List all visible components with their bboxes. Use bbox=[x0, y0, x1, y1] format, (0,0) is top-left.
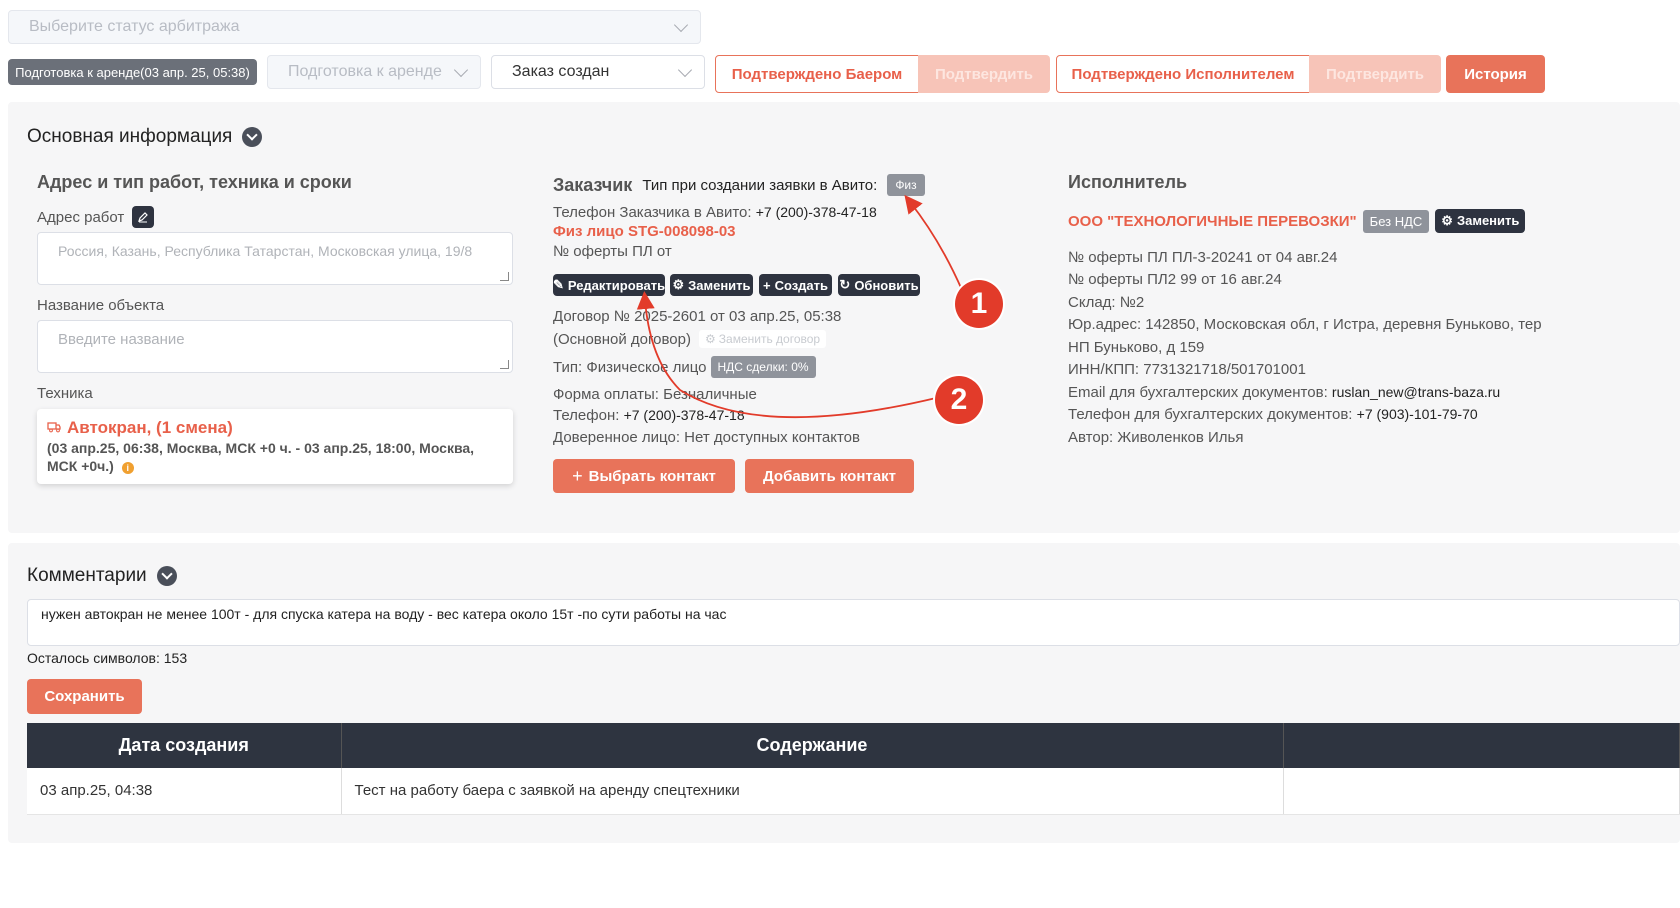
person-type: Тип: Физическое лицо bbox=[553, 358, 707, 376]
executor-legal-address-1: Юр.адрес: 142850, Московская обл, г Истра, деревня Буньково, тер bbox=[1068, 316, 1542, 333]
executor-heading: Исполнитель bbox=[1068, 172, 1188, 192]
replace-contract-label: Заменить договор bbox=[718, 332, 821, 346]
cell-content: Тест на работу баера с заявкой на аренду спецтехники bbox=[341, 768, 1283, 814]
annotation-marker-2: 2 bbox=[935, 376, 983, 424]
equipment-name: Автокран, (1 смена) bbox=[67, 418, 233, 437]
cell-date: 03 апр.25, 04:38 bbox=[27, 768, 341, 814]
gear-icon: ⚙ bbox=[705, 332, 716, 346]
replace-executor-label: Заменить bbox=[1456, 213, 1520, 228]
choose-contact-label: Выбрать контакт bbox=[588, 467, 716, 485]
annotation-marker-1: 1 bbox=[955, 280, 1003, 328]
refresh-label: Обновить bbox=[854, 277, 919, 293]
edit-label: Редактировать bbox=[567, 277, 666, 293]
create-label: Создать bbox=[774, 277, 829, 293]
executor-warehouse: Склад: №2 bbox=[1068, 294, 1145, 311]
address-label-text: Адрес работ bbox=[37, 208, 125, 226]
main-info-title-text: Основная информация bbox=[27, 126, 233, 147]
avito-phone-label: Телефон Заказчика в Авито: bbox=[553, 204, 752, 221]
executor-phone-label: Телефон для бухгалтерских документов: bbox=[1068, 406, 1353, 423]
executor-phone: +7 (903)-101-79-70 bbox=[1356, 406, 1478, 422]
executor-email-label: Email для бухгалтерских документов: bbox=[1068, 384, 1328, 401]
stage-tag: Подготовка к аренде(03 апр. 25, 05:38) bbox=[8, 59, 257, 85]
comment-input[interactable]: нужен автокран не менее 100т - для спуска катера на воду - вес катера около 15т -по сути работы на час bbox=[27, 599, 1680, 646]
executor-inn: ИНН/КПП: 7731321718/501701001 bbox=[1068, 361, 1306, 378]
avito-type-badge: Физ bbox=[887, 174, 924, 196]
no-vat-badge: Без НДС bbox=[1363, 210, 1430, 233]
executor-offer-1: № оферты ПЛ ПЛ-3-20241 от 04 авг.24 bbox=[1068, 249, 1338, 266]
equipment-label: Техника bbox=[37, 385, 93, 402]
refresh-icon: ↻ bbox=[839, 277, 851, 292]
avito-type-label: Тип при создании заявки в Авито: bbox=[642, 176, 878, 194]
avito-phone-value: +7 (200)-378-47-18 bbox=[755, 204, 877, 220]
confirm-executor-button[interactable]: Подтвердить bbox=[1309, 55, 1441, 93]
order-status-value: Заказ создан bbox=[512, 63, 610, 80]
customer-offer: № оферты ПЛ от bbox=[553, 243, 672, 260]
payment-form: Форма оплаты: Безналичные bbox=[553, 386, 757, 403]
info-icon[interactable]: i bbox=[122, 462, 134, 474]
trusted-person: Доверенное лицо: Нет доступных контактов bbox=[553, 429, 860, 446]
vat-badge: НДС сделки: 0% bbox=[711, 356, 816, 378]
executor-legal-address-2: НП Буньково, д 159 bbox=[1068, 339, 1205, 356]
stage-select-value: Подготовка к аренде bbox=[288, 63, 442, 80]
replace-label: Заменить bbox=[688, 277, 751, 293]
gear-icon: ⚙ bbox=[1441, 213, 1453, 228]
buyer-confirmed-button[interactable]: Подтверждено Баером bbox=[715, 55, 919, 93]
address-input[interactable]: Россия, Казань, Республика Татарстан, Московская улица, 19/8 bbox=[37, 232, 513, 285]
column-content: Содержание bbox=[341, 723, 1283, 768]
confirm-buyer-button[interactable]: Подтвердить bbox=[918, 55, 1050, 93]
save-comment-button[interactable]: Сохранить bbox=[27, 679, 142, 714]
executor-company[interactable]: ООО "ТЕХНОЛОГИЧНЫЕ ПЕРЕВОЗКИ" bbox=[1068, 212, 1357, 230]
add-contact-button[interactable]: Добавить контакт bbox=[745, 459, 914, 493]
remaining-chars: Осталось символов: 153 bbox=[27, 650, 188, 666]
comments-title-text: Комментарии bbox=[27, 565, 147, 586]
contract-number: Договор № 2025-2601 от 03 апр.25, 05:38 bbox=[553, 308, 842, 325]
arbitrage-status-placeholder: Выберите статус арбитража bbox=[29, 18, 240, 35]
customer-person-link[interactable]: Физ лицо STG-008098-03 bbox=[553, 223, 736, 240]
arrow-2 bbox=[645, 300, 936, 417]
executor-confirmed-button[interactable]: Подтверждено Исполнителем bbox=[1056, 55, 1310, 93]
plus-icon: + bbox=[572, 465, 583, 486]
object-name-input[interactable]: Введите название bbox=[37, 320, 513, 373]
history-button[interactable]: История bbox=[1446, 55, 1545, 93]
customer-phone-value: +7 (200)-378-47-18 bbox=[623, 407, 745, 423]
customer-phone-label: Телефон: bbox=[553, 407, 620, 424]
gear-icon: ⚙ bbox=[672, 277, 685, 292]
address-section-heading: Адрес и тип работ, техника и сроки bbox=[37, 172, 352, 192]
pencil-icon: ✎ bbox=[552, 277, 564, 292]
customer-heading: Заказчик bbox=[553, 174, 633, 195]
equipment-details-text: (03 апр.25, 06:38, Москва, МСК +0 ч. - 03 апр.25, 18:00, Москва, МСК +0ч.) bbox=[47, 440, 475, 474]
executor-email: ruslan_new@trans-baza.ru bbox=[1331, 384, 1501, 400]
contract-main: (Основной договор) bbox=[553, 330, 691, 348]
executor-offer-2: № оферты ПЛ2 99 от 16 авг.24 bbox=[1068, 271, 1282, 288]
executor-author: Автор: Живоленков Илья bbox=[1068, 429, 1244, 446]
column-date: Дата создания bbox=[27, 723, 341, 768]
object-name-label: Название объекта bbox=[37, 297, 165, 314]
plus-icon: + bbox=[762, 277, 771, 293]
arrow-1 bbox=[910, 202, 962, 290]
